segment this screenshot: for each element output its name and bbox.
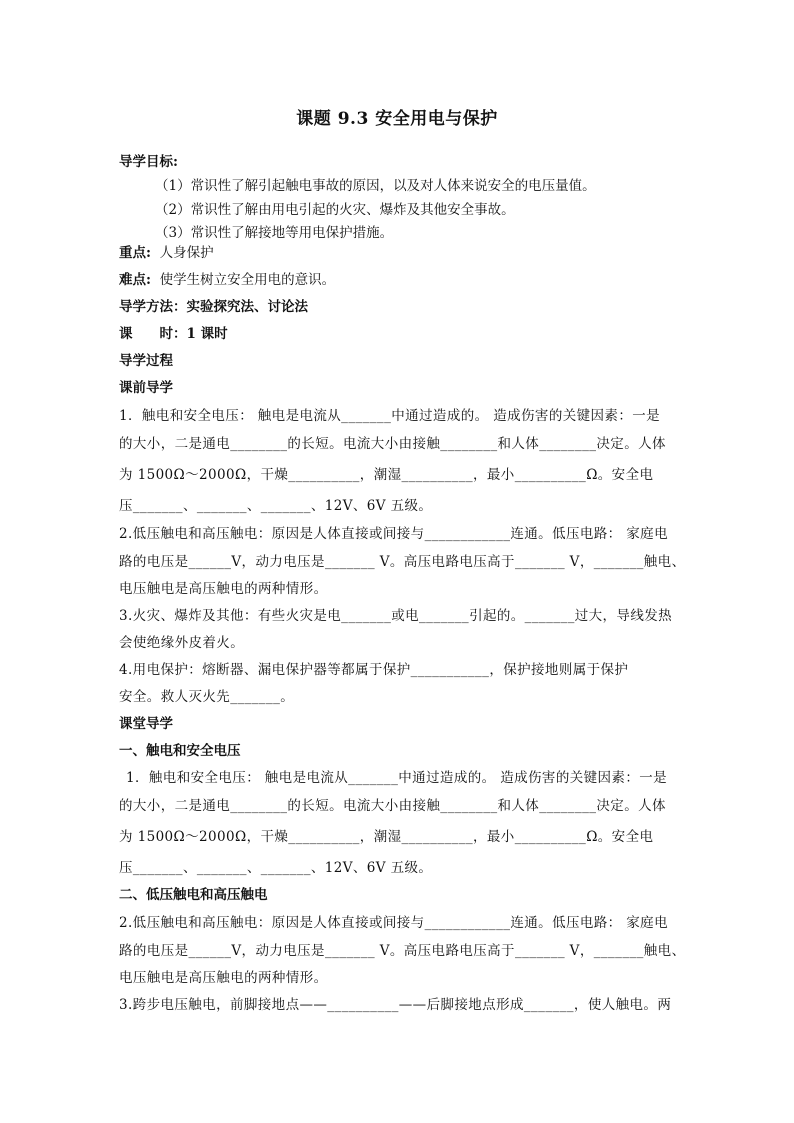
section-2-heading: 二、低压触电和高压触电	[119, 887, 268, 903]
sec1-line-3: 为 1500Ω～2000Ω，干燥__________，潮湿__________，最小__________Ω。安全电	[119, 829, 654, 845]
goal-heading: 导学目标:	[119, 154, 178, 170]
pre-line-2: 的大小，二是通电________的长短。电流大小由接触________和人体________决定。人体	[119, 436, 666, 452]
pre-line-5: 2.低压触电和高压触电：原因是人体直接或间接与____________连通。低压电路： 家庭电	[119, 526, 668, 542]
section-1-heading: 一、触电和安全电压	[119, 743, 241, 759]
sec1-line-4: 压_______、_______、_______、12V、6V 五级。	[119, 860, 433, 876]
class-hours: 课 时：1 课时	[119, 326, 228, 342]
pre-line-4: 压_______、_______、_______、12V、6V 五级。	[119, 498, 433, 514]
pre-line-10: 4.用电保护：熔断器、漏电保护器等都属于保护___________，保护接地则属于保护	[119, 662, 629, 678]
difficulty-label: 难点:	[119, 272, 151, 288]
in-class-heading: 课堂导学	[119, 716, 173, 732]
sec2-line-4: 3.跨步电压触电，前脚接地点——__________——后脚接地点形成_______，使人触电。两	[119, 997, 672, 1013]
page-title: 课题 9.3 安全用电与保护	[296, 109, 498, 129]
pre-line-9: 会使绝缘外皮着火。	[119, 635, 245, 651]
sec2-line-3: 电压触电是高压触电的两种情形。	[119, 970, 328, 986]
key-point-text: 人身保护	[159, 245, 214, 261]
sec2-line-2: 路的电压是______V，动力电压是_______ V。高压电路电压高于_______ V，_______触电、	[119, 943, 686, 959]
teaching-method: 导学方法：实验探究法、讨论法	[119, 299, 308, 315]
difficulty-text: 使学生树立安全用电的意识。	[159, 272, 336, 288]
key-point	[119, 241, 679, 261]
pre-line-11: 安全。救人灭火先_______。	[119, 689, 295, 705]
process-heading: 导学过程	[119, 353, 173, 369]
pre-class-heading: 课前导学	[119, 380, 173, 396]
goal-item-1: （1）常识性了解引起触电事故的原因，以及对人体来说安全的电压量值。	[155, 178, 596, 194]
sec1-line-1: 1．触电和安全电压： 触电是电流从_______中通过造成的。 造成伤害的关键因素：一是	[126, 770, 668, 786]
goal-item-3: （3）常识性了解接地等用电保护措施。	[155, 225, 394, 241]
difficulty	[119, 268, 679, 288]
pre-line-1: 1．触电和安全电压： 触电是电流从_______中通过造成的。 造成伤害的关键因素：一是	[119, 408, 661, 424]
goal-item-2: （2）常识性了解由用电引起的火灾、爆炸及其他安全事故。	[155, 202, 515, 218]
sec2-line-1: 2.低压触电和高压触电：原因是人体直接或间接与____________连通。低压电路： 家庭电	[119, 915, 668, 931]
pre-line-7: 电压触电是高压触电的两种情形。	[119, 581, 328, 597]
pre-line-8: 3.火灾、爆炸及其他：有些火灾是电_______或电_______引起的。_______过大，导线发热	[119, 608, 673, 624]
key-point-label: 重点:	[119, 245, 151, 261]
pre-line-6: 路的电压是______V，动力电压是_______ V。高压电路电压高于_______ V，_______触电、	[119, 554, 686, 570]
pre-line-3: 为 1500Ω～2000Ω，干燥__________，潮湿__________，最小__________Ω。安全电	[119, 467, 654, 483]
sec1-line-2: 的大小，二是通电________的长短。电流大小由接触________和人体________决定。人体	[119, 798, 666, 814]
